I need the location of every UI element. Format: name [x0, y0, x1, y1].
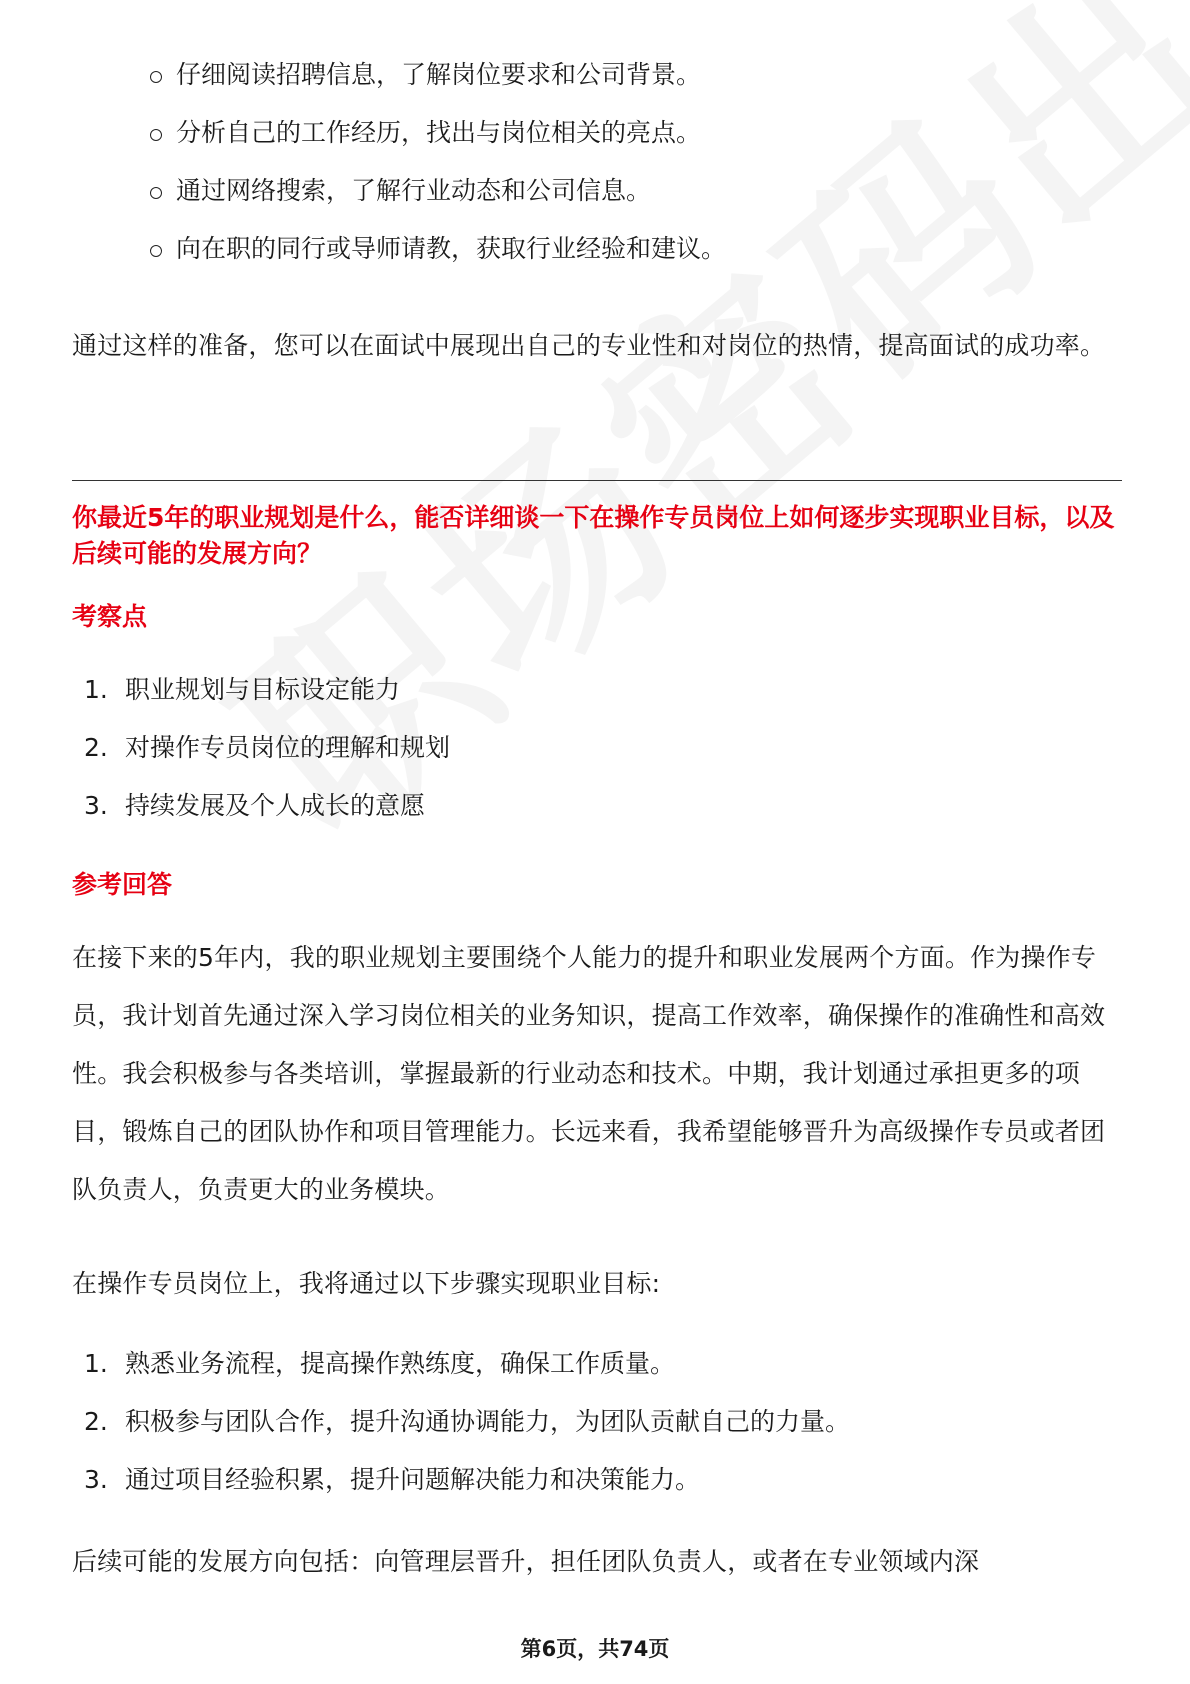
list-item-number: 3.: [84, 1465, 108, 1494]
answer-heading: 参考回答: [72, 870, 173, 899]
list-item-text: 积极参与团队合作，提升沟通协调能力，为团队贡献自己的力量。: [125, 1407, 851, 1436]
list-item: [150, 58, 726, 116]
list-item-number: 1.: [84, 1349, 108, 1378]
steps-intro-paragraph: 在操作专员岗位上，我将通过以下步骤实现职业目标:: [72, 1269, 661, 1298]
circle-bullet-icon: [150, 71, 162, 83]
question-heading: 你最近5年的职业规划是什么，能否详细谈一下在操作专员岗位上如何逐步实现职业目标，以及后续可能的发展方向？: [72, 503, 1115, 568]
key-points-list: [84, 673, 450, 847]
list-item-text: 仔细阅读招聘信息，了解岗位要求和公司背景。: [176, 60, 702, 89]
future-direction-paragraph: 后续可能的发展方向包括：向管理层晋升，担任团队负责人，或者在专业领域内深: [72, 1547, 980, 1576]
list-item-text: 向在职的同行或导师请教，获取行业经验和建议。: [176, 234, 727, 263]
list-item-text: 持续发展及个人成长的意愿: [125, 791, 426, 820]
circle-bullet-icon: [150, 129, 162, 141]
list-item-number: 2.: [84, 733, 108, 762]
list-item-number: 1.: [84, 675, 108, 704]
list-item: [84, 1405, 850, 1463]
list-item-text: 分析自己的工作经历，找出与岗位相关的亮点。: [176, 118, 702, 147]
section-divider: [72, 480, 1122, 481]
list-item-text: 通过项目经验积累，提升问题解决能力和决策能力。: [125, 1465, 701, 1494]
intro-summary-paragraph: 通过这样的准备，您可以在面试中展现出自己的专业性和对岗位的热情，提高面试的成功率。: [72, 331, 1106, 360]
key-points-heading: 考察点: [72, 602, 148, 631]
intro-bullet-list: [150, 58, 726, 290]
steps-list: [84, 1347, 850, 1521]
list-item: [84, 789, 450, 847]
list-item: [150, 232, 726, 290]
list-item: [150, 116, 726, 174]
list-item: [150, 174, 726, 232]
list-item-text: 对操作专员岗位的理解和规划: [125, 733, 451, 762]
list-item: [84, 731, 450, 789]
list-item-text: 职业规划与目标设定能力: [125, 675, 401, 704]
answer-paragraph: 在接下来的5年内，我的职业规划主要围绕个人能力的提升和职业发展两个方面。作为操作专员，我计划首先通过深入学习岗位相关的业务知识，提高工作效率，确保操作的准确性和高效性。我会积极参与各类培训，掌握最新的行业动态和技术。中期，我计划通过承担更多的项目，锻炼自己的团队协作和项目管理能力。长远来看，我希望能够晋升为高级操作专员或者团队负责人，负责更大的业务模块。: [72, 943, 1106, 1204]
page-number-footer: 第6页，共74页: [520, 1637, 670, 1661]
list-item-number: 3.: [84, 791, 108, 820]
list-item-text: 通过网络搜索，了解行业动态和公司信息。: [176, 176, 652, 205]
circle-bullet-icon: [150, 187, 162, 199]
list-item: [84, 1347, 850, 1405]
list-item: [84, 673, 450, 731]
list-item: [84, 1463, 850, 1521]
circle-bullet-icon: [150, 245, 162, 257]
list-item-text: 熟悉业务流程，提高操作熟练度，确保工作质量。: [125, 1349, 676, 1378]
list-item-number: 2.: [84, 1407, 108, 1436]
